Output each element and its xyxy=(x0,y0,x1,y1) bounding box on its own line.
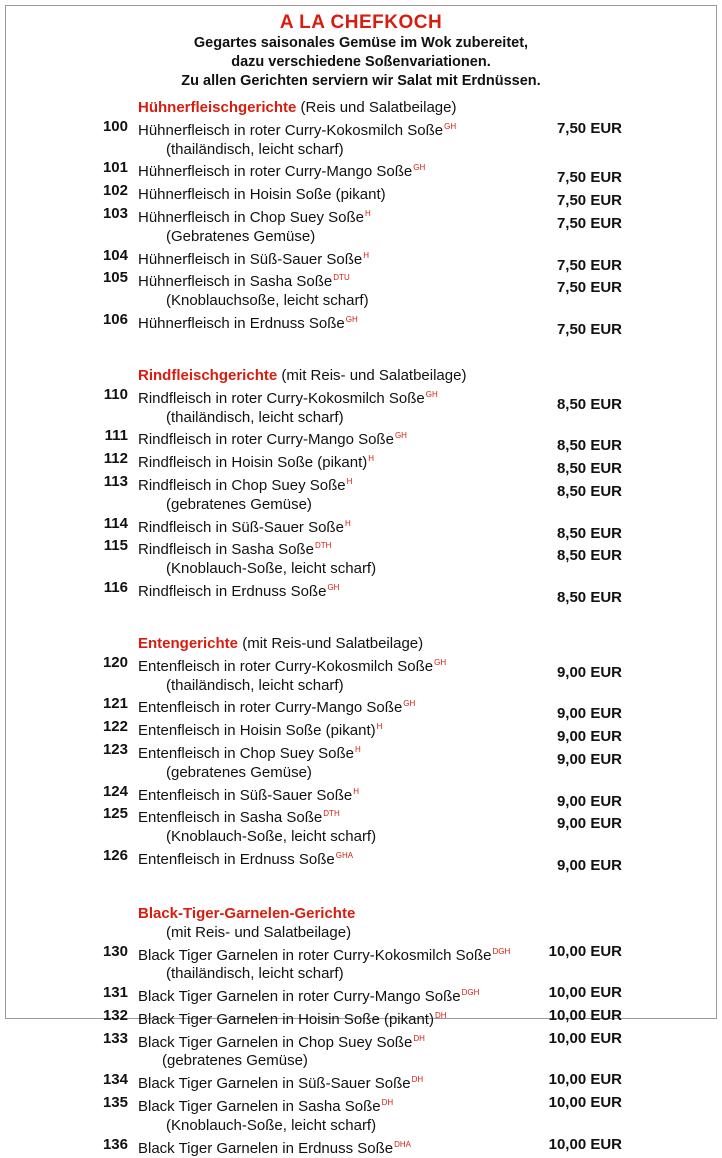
menu-item xyxy=(6,450,716,478)
menu-page xyxy=(5,5,717,1157)
allergen-code: GH xyxy=(413,163,426,173)
allergen-code: H xyxy=(354,744,361,754)
allergen-code: DTH xyxy=(323,809,340,819)
item-description: (thailändisch, leicht scharf) xyxy=(166,676,344,694)
item-number: 125 xyxy=(102,805,128,823)
item-name: Hühnerfleisch in roter Curry-Kokosmilch Soße xyxy=(138,121,444,139)
item-name: Black Tiger Garnelen in Chop Suey Soße xyxy=(138,1033,413,1051)
item-name: Entenfleisch in Sasha Soße xyxy=(138,809,323,827)
allergen-code: GH xyxy=(434,657,447,667)
allergen-code: GH xyxy=(345,314,358,324)
item-price: 9,00 EUR xyxy=(556,705,622,723)
menu-item xyxy=(6,1007,716,1030)
item-name: Entenfleisch in roter Curry-Kokosmilch Soße xyxy=(138,657,434,675)
menu-item xyxy=(6,1094,716,1136)
item-price: 10,00 EUR xyxy=(548,1006,622,1024)
item-description: (gebratenes Gemüse) xyxy=(162,1052,308,1070)
allergen-code: DH xyxy=(434,1010,447,1020)
item-description: (gebratenes Gemüse) xyxy=(166,495,312,513)
item-name: Hühnerfleisch in Chop Suey Soße xyxy=(138,208,364,226)
allergen-code: H xyxy=(363,250,370,260)
item-price: 7,50 EUR xyxy=(556,256,622,274)
item-number: 104 xyxy=(102,246,128,264)
menu-item xyxy=(6,847,716,885)
section-title: Hühnerfleischgerichte xyxy=(138,99,297,116)
section-note: (mit Reis- und Salatbeilage) xyxy=(281,366,467,384)
item-number: 135 xyxy=(102,1094,128,1112)
item-price: 10,00 EUR xyxy=(548,1029,622,1047)
menu-item xyxy=(6,311,716,349)
header-line-2: dazu verschiedene Soßenvariationen. xyxy=(231,54,491,70)
allergen-code: DH xyxy=(381,1098,394,1108)
item-number: 103 xyxy=(102,204,128,222)
section-prawns xyxy=(6,905,716,1158)
menu-item xyxy=(6,654,716,696)
item-number: 111 xyxy=(104,427,128,445)
item-number: 115 xyxy=(103,537,128,555)
item-price: 7,50 EUR xyxy=(556,214,622,232)
item-name: Rindfleisch in roter Curry-Mango Soße xyxy=(138,431,394,449)
allergen-code: H xyxy=(364,208,371,218)
item-name: Hühnerfleisch in Sasha Soße xyxy=(138,273,333,291)
item-price: 9,00 EUR xyxy=(556,856,622,874)
allergen-code: H xyxy=(346,476,353,486)
item-price: 9,00 EUR xyxy=(556,792,622,810)
menu-item xyxy=(6,205,716,247)
allergen-code: GH xyxy=(425,389,438,399)
section-title: Black-Tiger-Garnelen-Gerichte xyxy=(138,904,356,922)
item-number: 110 xyxy=(103,385,128,403)
item-price: 9,00 EUR xyxy=(556,815,622,833)
menu-item xyxy=(6,159,716,187)
item-number: 131 xyxy=(102,984,128,1002)
allergen-code: H xyxy=(353,786,360,796)
menu-item xyxy=(6,1030,716,1072)
item-price: 8,50 EUR xyxy=(556,395,622,413)
item-name: Rindfleisch in Hoisin Soße (pikant) xyxy=(138,454,368,472)
menu-item xyxy=(6,537,716,579)
allergen-code: GHA xyxy=(335,850,354,860)
item-number: 112 xyxy=(103,450,128,468)
allergen-code: GH xyxy=(394,431,407,441)
item-number: 134 xyxy=(102,1071,128,1089)
header-line-1: Gegartes saisonales Gemüse im Wok zubereitet, xyxy=(193,35,529,51)
item-name: Hühnerfleisch in Erdnuss Soße xyxy=(138,314,345,332)
item-price: 9,00 EUR xyxy=(556,663,622,681)
item-name: Rindfleisch in roter Curry-Kokosmilch Soße xyxy=(138,389,425,407)
item-name: Rindfleisch in Sasha Soße xyxy=(138,541,314,559)
item-price: 10,00 EUR xyxy=(548,942,622,960)
allergen-code: DH xyxy=(413,1033,425,1043)
menu-item xyxy=(6,695,716,723)
item-description: (thailändisch, leicht scharf) xyxy=(166,140,344,158)
allergen-code: DH xyxy=(411,1075,424,1085)
item-number: 100 xyxy=(102,117,128,135)
allergen-code: DGH xyxy=(492,946,511,956)
menu-item xyxy=(6,118,716,160)
item-name: Entenfleisch in Erdnuss Soße xyxy=(138,850,335,868)
section-note: (mit Reis-und Salatbeilage) xyxy=(242,634,424,652)
item-price: 8,50 EUR xyxy=(556,524,622,542)
menu-item xyxy=(6,718,716,746)
section-chicken xyxy=(6,99,716,349)
item-number: 130 xyxy=(102,942,128,960)
item-price: 10,00 EUR xyxy=(548,1071,622,1089)
section-title: Rindfleischgerichte xyxy=(138,366,278,384)
item-price: 9,00 EUR xyxy=(556,728,622,746)
item-name: Black Tiger Garnelen in Hoisin Soße (pikant) xyxy=(138,1010,434,1028)
item-price: 9,00 EUR xyxy=(556,750,622,768)
item-number: 114 xyxy=(103,514,128,532)
item-name: Black Tiger Garnelen in roter Curry-Mango Soße xyxy=(138,988,461,1006)
allergen-code: DTU xyxy=(333,273,350,283)
item-name: Rindfleisch in Erdnuss Soße xyxy=(138,582,327,600)
menu-item xyxy=(6,427,716,455)
item-number: 106 xyxy=(102,310,128,328)
item-price: 7,50 EUR xyxy=(556,169,622,187)
section-duck xyxy=(6,635,716,885)
item-name: Entenfleisch in roter Curry-Mango Soße xyxy=(138,699,403,717)
section-heading xyxy=(6,367,716,386)
section-title: Entengerichte xyxy=(138,634,239,652)
item-price: 8,50 EUR xyxy=(556,437,622,455)
allergen-code: DTH xyxy=(314,541,332,551)
allergen-code: H xyxy=(344,518,351,528)
section-heading xyxy=(6,635,716,654)
item-number: 120 xyxy=(102,653,128,671)
item-price: 8,50 EUR xyxy=(556,482,622,500)
item-number: 123 xyxy=(102,740,128,758)
menu-item xyxy=(6,386,716,428)
item-number: 126 xyxy=(102,846,128,864)
menu-item xyxy=(6,473,716,515)
section-beef xyxy=(6,367,716,617)
menu-item xyxy=(6,579,716,617)
item-number: 102 xyxy=(102,182,128,200)
menu-item xyxy=(6,1071,716,1094)
menu-header xyxy=(6,12,716,91)
allergen-code: GH xyxy=(327,582,340,592)
section-heading xyxy=(6,905,716,924)
allergen-code: DGH xyxy=(461,988,480,998)
item-description: (Knoblauch-Soße, leicht scharf) xyxy=(166,828,377,846)
item-description: (thailändisch, leicht scharf) xyxy=(166,965,344,983)
item-price: 7,50 EUR xyxy=(556,192,622,210)
item-description: (Gebratenes Gemüse) xyxy=(166,227,316,245)
item-number: 124 xyxy=(102,782,128,800)
item-price: 8,50 EUR xyxy=(556,547,622,565)
menu-item xyxy=(6,943,716,985)
item-number: 113 xyxy=(103,472,128,490)
item-price: 10,00 EUR xyxy=(548,1094,622,1112)
item-name: Entenfleisch in Hoisin Soße (pikant) xyxy=(138,722,376,740)
section-heading xyxy=(6,99,716,118)
allergen-code: H xyxy=(368,454,375,464)
header-line-3: Zu allen Gerichten serviern wir Salat mit Erdnüssen. xyxy=(181,73,541,89)
item-name: Black Tiger Garnelen in Sasha Soße xyxy=(138,1098,381,1116)
menu-item xyxy=(6,741,716,783)
item-name: Entenfleisch in Chop Suey Soße xyxy=(138,744,354,762)
menu-item xyxy=(6,782,716,810)
allergen-code: H xyxy=(376,722,383,732)
item-number: 132 xyxy=(102,1006,128,1024)
item-number: 105 xyxy=(102,269,128,287)
item-name: Hühnerfleisch in roter Curry-Mango Soße xyxy=(138,163,413,181)
menu-item xyxy=(6,984,716,1007)
allergen-code: GH xyxy=(403,699,416,709)
item-description: (thailändisch, leicht scharf) xyxy=(166,408,344,426)
item-price: 7,50 EUR xyxy=(556,320,622,338)
item-number: 101 xyxy=(102,159,128,177)
menu-item xyxy=(6,246,716,274)
item-number: 133 xyxy=(102,1029,128,1047)
item-number: 116 xyxy=(103,578,128,596)
menu-item xyxy=(6,182,716,210)
item-number: 121 xyxy=(102,695,128,713)
allergen-code: DHA xyxy=(394,1139,412,1149)
item-name: Hühnerfleisch in Süß-Sauer Soße xyxy=(138,250,363,268)
allergen-code: GH xyxy=(444,121,457,131)
item-number: 122 xyxy=(102,718,128,736)
item-price: 7,50 EUR xyxy=(556,119,622,137)
item-name: Black Tiger Garnelen in roter Curry-Kokosmilch Soße xyxy=(138,946,492,964)
item-name: Rindfleisch in Süß-Sauer Soße xyxy=(138,518,344,536)
item-price: 8,50 EUR xyxy=(556,460,622,478)
item-description: (Knoblauchsoße, leicht scharf) xyxy=(166,292,369,310)
item-name: Black Tiger Garnelen in Erdnuss Soße xyxy=(138,1139,394,1157)
section-note: (Reis und Salatbeilage) xyxy=(300,99,457,116)
item-price: 10,00 EUR xyxy=(548,984,622,1002)
item-description: (Knoblauch-Soße, leicht scharf) xyxy=(166,560,377,578)
menu-title: A LA CHEFKOCH xyxy=(279,12,443,33)
item-name: Black Tiger Garnelen in Süß-Sauer Soße xyxy=(138,1075,411,1093)
menu-item xyxy=(6,269,716,311)
item-price: 10,00 EUR xyxy=(548,1135,622,1153)
item-description: (Knoblauch-Soße, leicht scharf) xyxy=(166,1116,377,1134)
item-description: (gebratenes Gemüse) xyxy=(166,763,312,781)
item-name: Rindfleisch in Chop Suey Soße xyxy=(138,476,346,494)
menu-item xyxy=(6,514,716,542)
item-number: 136 xyxy=(102,1135,128,1153)
item-name: Entenfleisch in Süß-Sauer Soße xyxy=(138,786,353,804)
item-price: 8,50 EUR xyxy=(556,588,622,606)
menu-item xyxy=(6,805,716,847)
section-note: (mit Reis- und Salatbeilage) xyxy=(166,923,352,941)
item-name: Hühnerfleisch in Hoisin Soße (pikant) xyxy=(138,186,386,204)
menu-item xyxy=(6,1136,716,1158)
item-price: 7,50 EUR xyxy=(556,279,622,297)
